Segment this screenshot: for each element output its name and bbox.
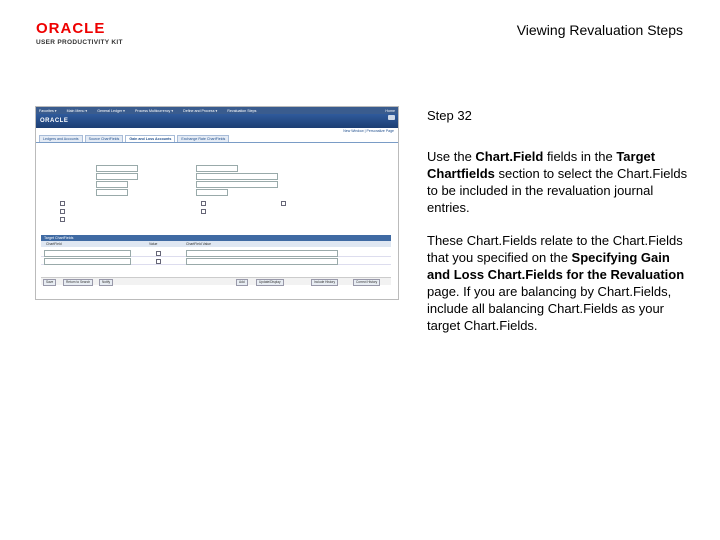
text-run: These Chart.Fields relate to the Chart.Fields that you specified on the <box>427 233 683 265</box>
logo-sub-text: USER PRODUCTIVITY KIT <box>36 39 123 46</box>
text-run: page. If you are balancing by Chart.Fields, include all balancing Chart.Fields as your target Chart.Fields. <box>427 284 672 333</box>
checkbox[interactable] <box>201 201 206 206</box>
form-field[interactable] <box>96 165 138 172</box>
text-run: fields in the <box>543 149 617 164</box>
grid-title: Target ChartFields <box>44 236 74 240</box>
nav-define-and-process[interactable]: Define and Process ▾ <box>183 108 218 113</box>
form-field[interactable] <box>196 181 278 188</box>
form-field[interactable] <box>96 189 128 196</box>
notify-button[interactable]: Notify <box>99 279 113 286</box>
bold-term: Chart.Field <box>475 149 544 164</box>
bold-term: Specifying Gain and Loss Chart.Fields for the Revaluation <box>427 250 685 282</box>
nav-process-multicurrency[interactable]: Process Multicurrency ▾ <box>134 108 174 113</box>
chartfield-select[interactable] <box>44 258 131 265</box>
instruction-paragraph-1 <box>427 148 689 216</box>
chartfield-select[interactable] <box>44 250 131 257</box>
correct-history-button[interactable]: Correct History <box>353 279 380 286</box>
chartfield-value-input[interactable] <box>186 250 338 257</box>
form-field[interactable] <box>96 173 138 180</box>
chartfield-value-input[interactable] <box>186 258 338 265</box>
page-tabs <box>36 134 398 143</box>
nav-favorites[interactable]: Favorites ▾ <box>39 108 57 113</box>
page-title: Viewing Revaluation Steps <box>516 22 683 38</box>
col-chartfield: ChartField <box>46 242 62 246</box>
checkbox[interactable] <box>60 217 65 222</box>
return-to-search-button[interactable]: Return to Search <box>63 279 93 286</box>
checkbox[interactable] <box>60 201 65 206</box>
banner-logo: ORACLE <box>40 118 69 124</box>
checkbox[interactable] <box>60 209 65 214</box>
nav-main-menu[interactable]: Main Menu ▾ <box>66 108 88 113</box>
page-links[interactable]: New Window | Personalize Page <box>343 129 394 133</box>
form-field[interactable] <box>96 181 128 188</box>
tab-exchange-rate-chartfields[interactable]: Exchange Rate ChartFields <box>177 135 229 142</box>
col-value: Value <box>149 242 158 246</box>
step-label: Step 32 <box>427 108 472 123</box>
update-display-button[interactable]: Update/Display <box>256 279 284 286</box>
button-bar <box>41 277 391 285</box>
table-row <box>41 257 391 265</box>
tab-source-chartfields[interactable]: Source ChartFields <box>85 135 124 142</box>
text-run: Use the <box>427 149 476 164</box>
checkbox[interactable] <box>281 201 286 206</box>
include-history-button[interactable]: Include History <box>311 279 338 286</box>
instruction-paragraph-2 <box>427 232 689 334</box>
value-checkbox[interactable] <box>156 251 161 256</box>
table-row <box>41 249 391 257</box>
tab-gain-loss-accounts[interactable]: Gain and Loss Accounts <box>125 135 175 142</box>
top-navigation-bar <box>36 107 398 114</box>
form-field[interactable] <box>196 173 278 180</box>
form-field[interactable] <box>196 189 228 196</box>
grid-column-headers <box>41 241 391 247</box>
home-link[interactable]: Home <box>385 108 395 113</box>
form-field[interactable] <box>196 165 238 172</box>
oracle-upk-logo <box>36 22 146 48</box>
application-screenshot <box>35 106 399 300</box>
col-chartfield-value: ChartField Value <box>186 242 212 246</box>
value-checkbox[interactable] <box>156 259 161 264</box>
nav-revaluation-steps[interactable]: Revaluation Steps <box>227 108 257 113</box>
add-button[interactable]: Add <box>236 279 248 286</box>
banner-home-icon[interactable] <box>388 115 395 120</box>
oracle-banner <box>36 114 398 128</box>
save-button[interactable]: Save <box>43 279 56 286</box>
logo-main-text: ORACLE <box>36 20 106 37</box>
nav-general-ledger[interactable]: General Ledger ▾ <box>97 108 125 113</box>
tab-ledgers-accounts[interactable]: Ledgers and Accounts <box>39 135 83 142</box>
bold-term: Target Chartfields <box>427 149 656 181</box>
checkbox[interactable] <box>201 209 206 214</box>
text-run: section to select the Chart.Fields to be included in the revaluation journal entries. <box>427 166 688 215</box>
